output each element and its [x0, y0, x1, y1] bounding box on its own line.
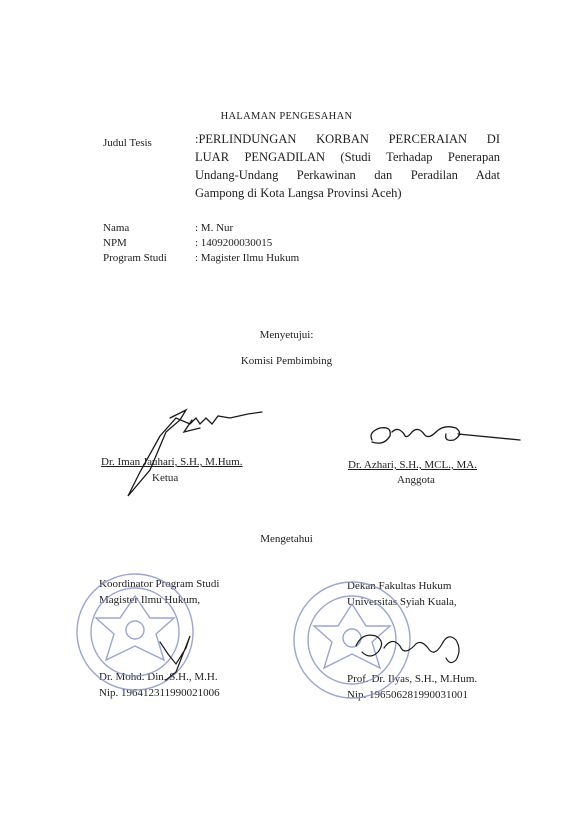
left-title: Magister Ilmu Hukum, [99, 594, 201, 606]
right-title: Dekan Fakultas Hukum [347, 580, 452, 592]
approval-heading: Menyetujui: [259, 329, 314, 341]
thesis-title-line: :PERLINDUNGAN KORBAN PERCERAIAN DI [195, 132, 500, 146]
npm-value: : 1409200030015 [195, 237, 273, 249]
right-nip: Nip. 196506281990031001 [347, 689, 468, 701]
thesis-title-line: LUAR PENGADILAN (Studi Terhadap Penerapan [195, 150, 500, 164]
page-title: HALAMAN PENGESAHAN [220, 111, 353, 122]
npm-label: NPM [103, 237, 127, 249]
right-stamp [294, 582, 410, 698]
left-name: Dr. Mohd. Din, S.H., M.H. [99, 671, 218, 683]
left-title: Koordinator Program Studi [99, 578, 220, 590]
chair-signature [128, 410, 262, 496]
name-value: : M. Nur [195, 222, 234, 234]
thesis-title-line: Undang-Undang Perkawinan dan Peradilan Adat [195, 168, 500, 182]
chair-name: Dr. Iman Jauhari, S.H., M.Hum. [101, 456, 243, 468]
left-signature [160, 636, 190, 680]
program-value: : Magister Ilmu Hukum [195, 252, 300, 264]
name-label: Nama [103, 222, 130, 234]
thesis-label: Judul Tesis [103, 137, 152, 149]
right-name: Prof. Dr. Ilyas, S.H., M.Hum. [347, 673, 478, 685]
chair-role: Ketua [152, 472, 179, 484]
thesis-title-line: Gampong di Kota Langsa Provinsi Aceh) [195, 186, 402, 200]
member-role: Anggota [397, 474, 435, 486]
program-label: Program Studi [103, 252, 167, 264]
left-nip: Nip. 196412311990021006 [99, 687, 220, 699]
right-title: Universitas Syiah Kuala, [347, 596, 457, 608]
member-signature [371, 427, 520, 443]
committee-heading: Komisi Pembimbing [240, 355, 333, 367]
acknowledged-heading: Mengetahui [260, 533, 313, 545]
member-name: Dr. Azhari, S.H., MCL., MA. [348, 459, 477, 471]
